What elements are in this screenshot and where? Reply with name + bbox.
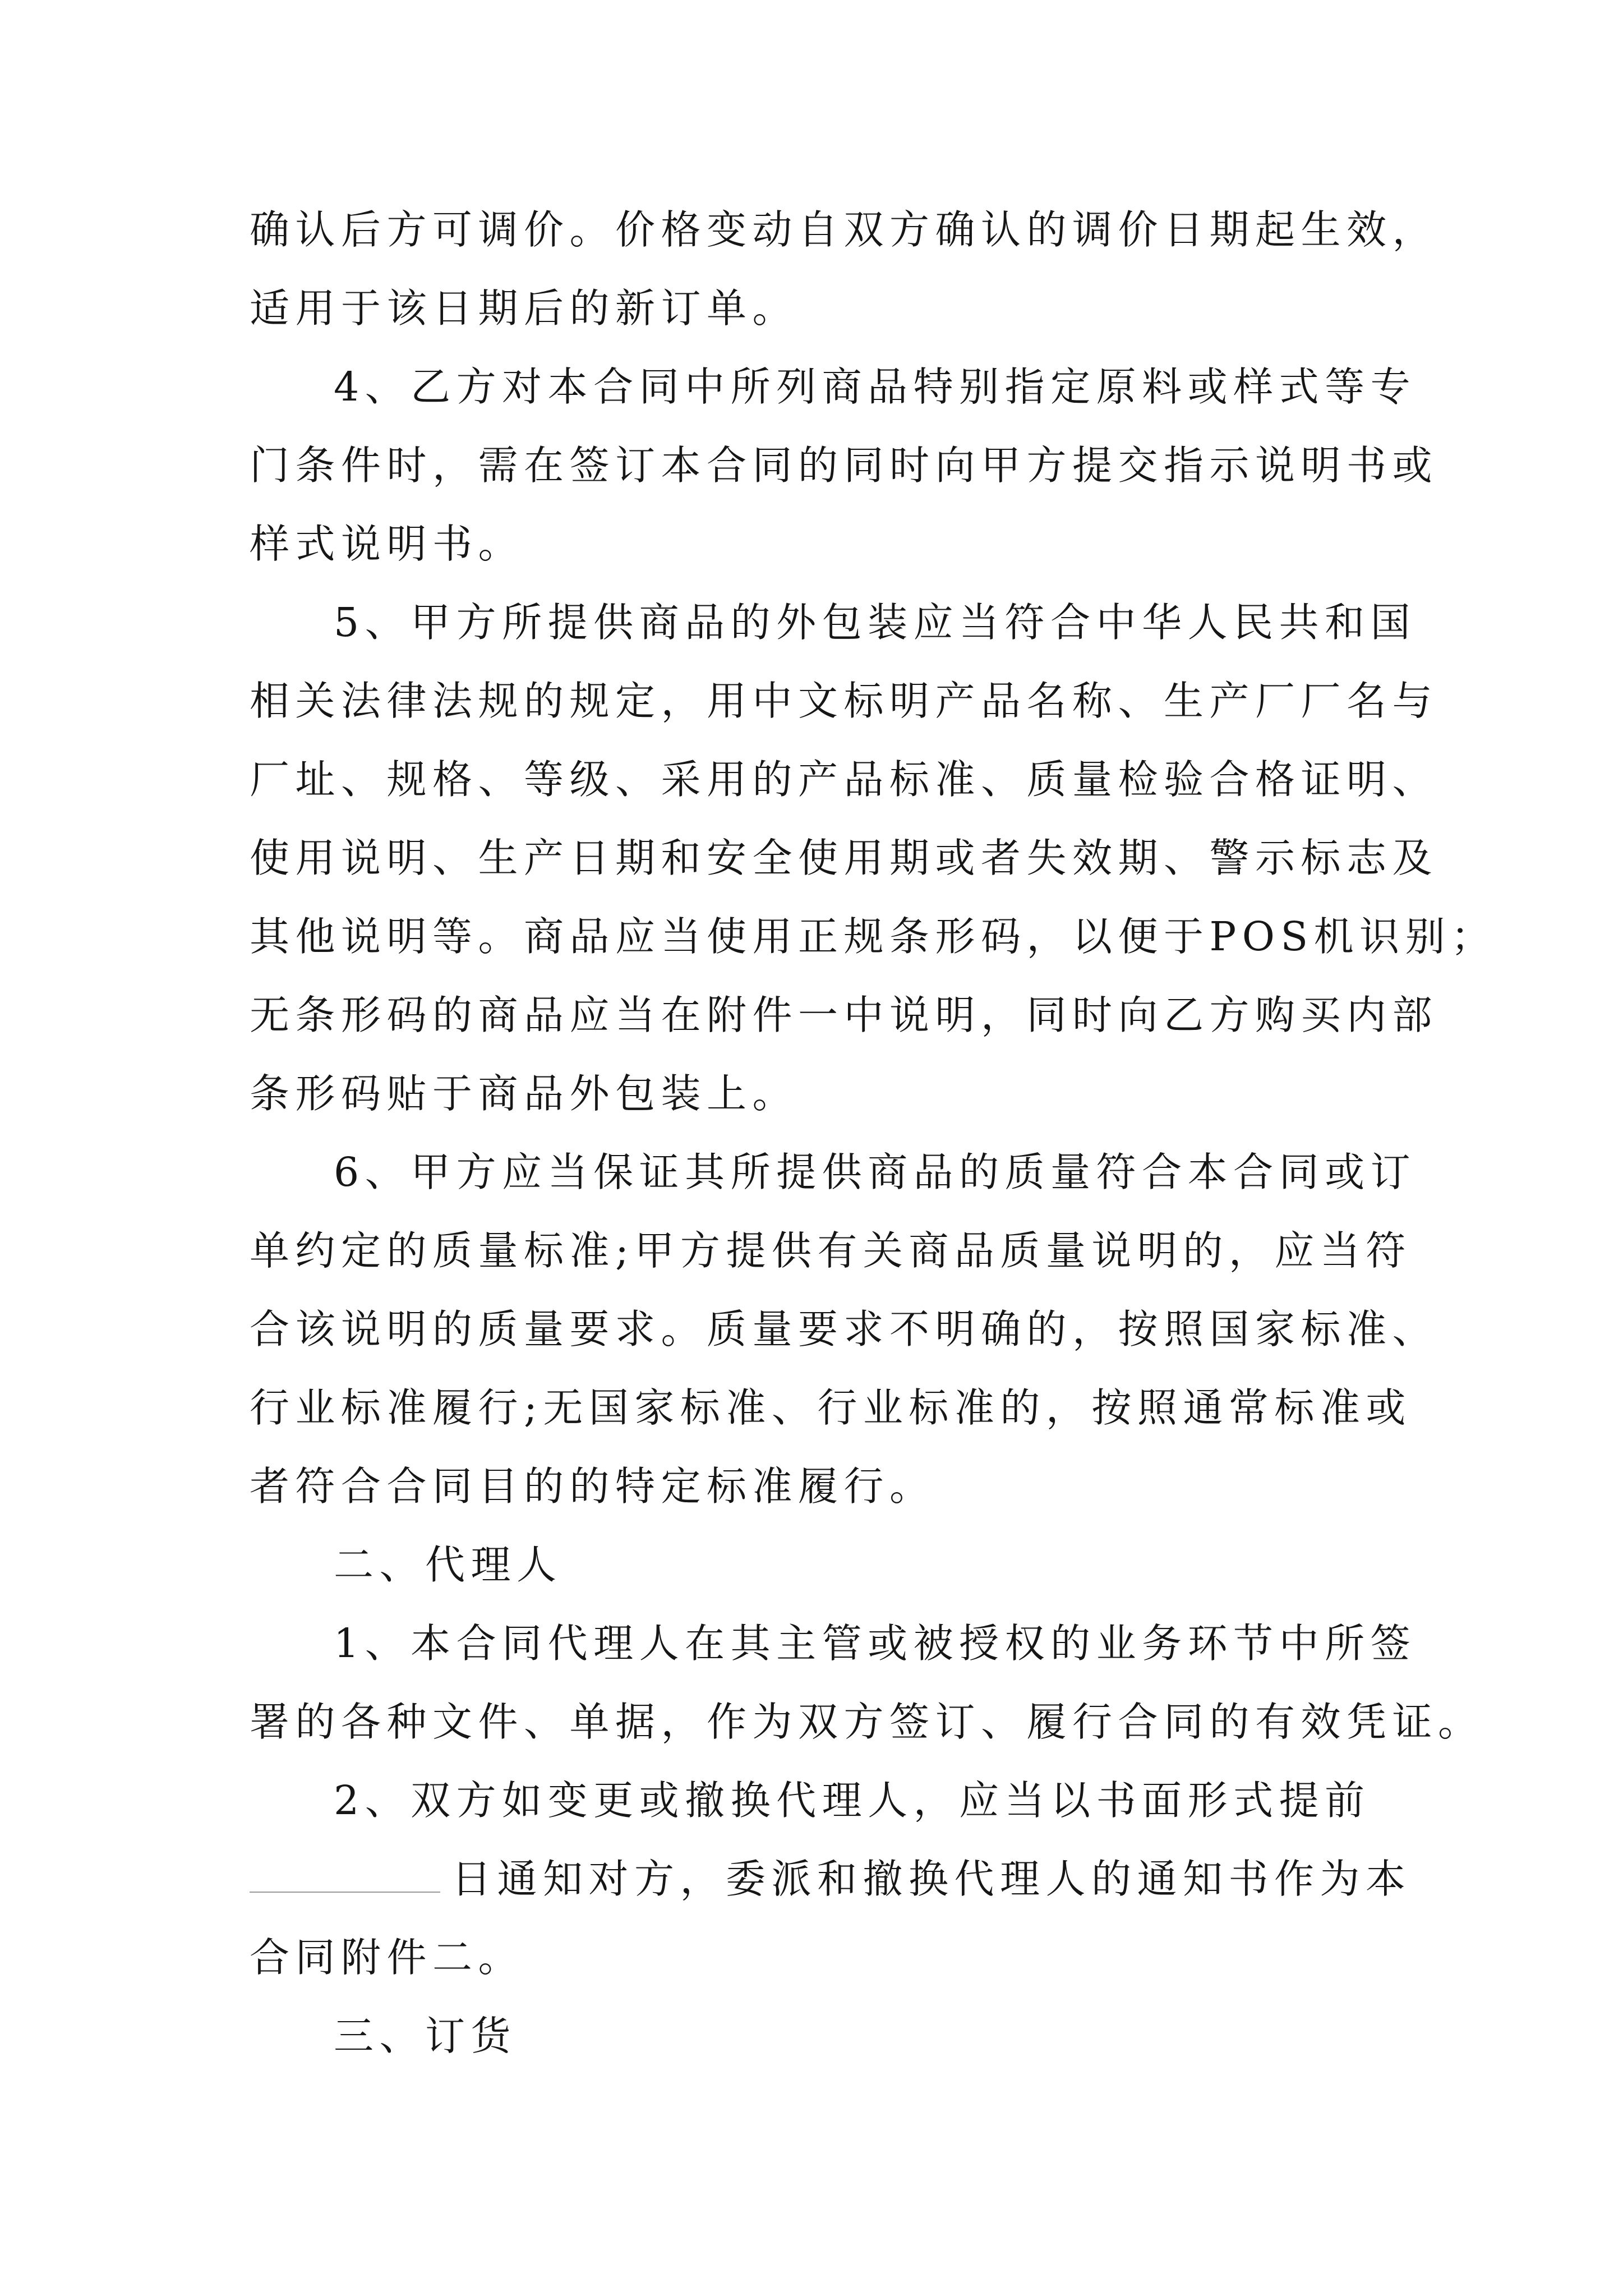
- text-line: 6、甲方应当保证其所提供商品的质量符合本合同或订: [334, 1149, 1417, 1195]
- text-line: 门条件时，需在签订本合同的同时向甲方提交指示说明书或: [250, 442, 1438, 489]
- text-line: 其他说明等。商品应当使用正规条形码，以便于POS机识别；: [250, 913, 1497, 960]
- text-segment: 日通知对方，委派和撤换代理人的通知书作为本: [451, 1856, 1412, 1902]
- text-line: 合该说明的质量要求。质量要求不明确的，按照国家标准、: [250, 1306, 1438, 1352]
- text-line: 4、乙方对本合同中所列商品特别指定原料或样式等专: [334, 364, 1417, 410]
- text-line: 使用说明、生产日期和安全使用期或者失效期、警示标志及: [250, 835, 1438, 881]
- text-line: 合同附件二。: [250, 1934, 524, 1981]
- section-heading: 二、代理人: [334, 1542, 562, 1588]
- text-line: 条形码贴于商品外包装上。: [250, 1070, 799, 1117]
- text-line: 单约定的质量标准;甲方提供有关商品质量说明的，应当符: [250, 1227, 1412, 1274]
- text-line: 5、甲方所提供商品的外包装应当符合中华人民共和国: [334, 599, 1417, 646]
- text-line: 样式说明书。: [250, 521, 524, 567]
- text-line: 1、本合同代理人在其主管或被授权的业务环节中所签: [334, 1620, 1417, 1667]
- text-line: 适用于该日期后的新订单。: [250, 285, 799, 332]
- section-heading: 三、订货: [334, 2013, 517, 2059]
- text-line: 署的各种文件、单据，作为双方签订、履行合同的有效凭证。: [250, 1699, 1484, 1745]
- text-line-with-blank: [250, 1851, 1412, 1907]
- text-line: 确认后方可调价。价格变动自双方确认的调价日期起生效，: [250, 206, 1438, 253]
- text-line: 相关法律法规的规定，用中文标明产品名称、生产厂厂名与: [250, 678, 1438, 724]
- fill-in-blank[interactable]: [250, 1858, 440, 1893]
- text-line: 无条形码的商品应当在附件一中说明，同时向乙方购买内部: [250, 992, 1438, 1038]
- text-line: 行业标准履行;无国家标准、行业标准的，按照通常标准或: [250, 1384, 1412, 1431]
- text-line: 2、双方如变更或撤换代理人，应当以书面形式提前: [334, 1777, 1371, 1824]
- text-line: 厂址、规格、等级、采用的产品标准、质量检验合格证明、: [250, 756, 1438, 803]
- text-line: 者符合合同目的的特定标准履行。: [250, 1463, 935, 1510]
